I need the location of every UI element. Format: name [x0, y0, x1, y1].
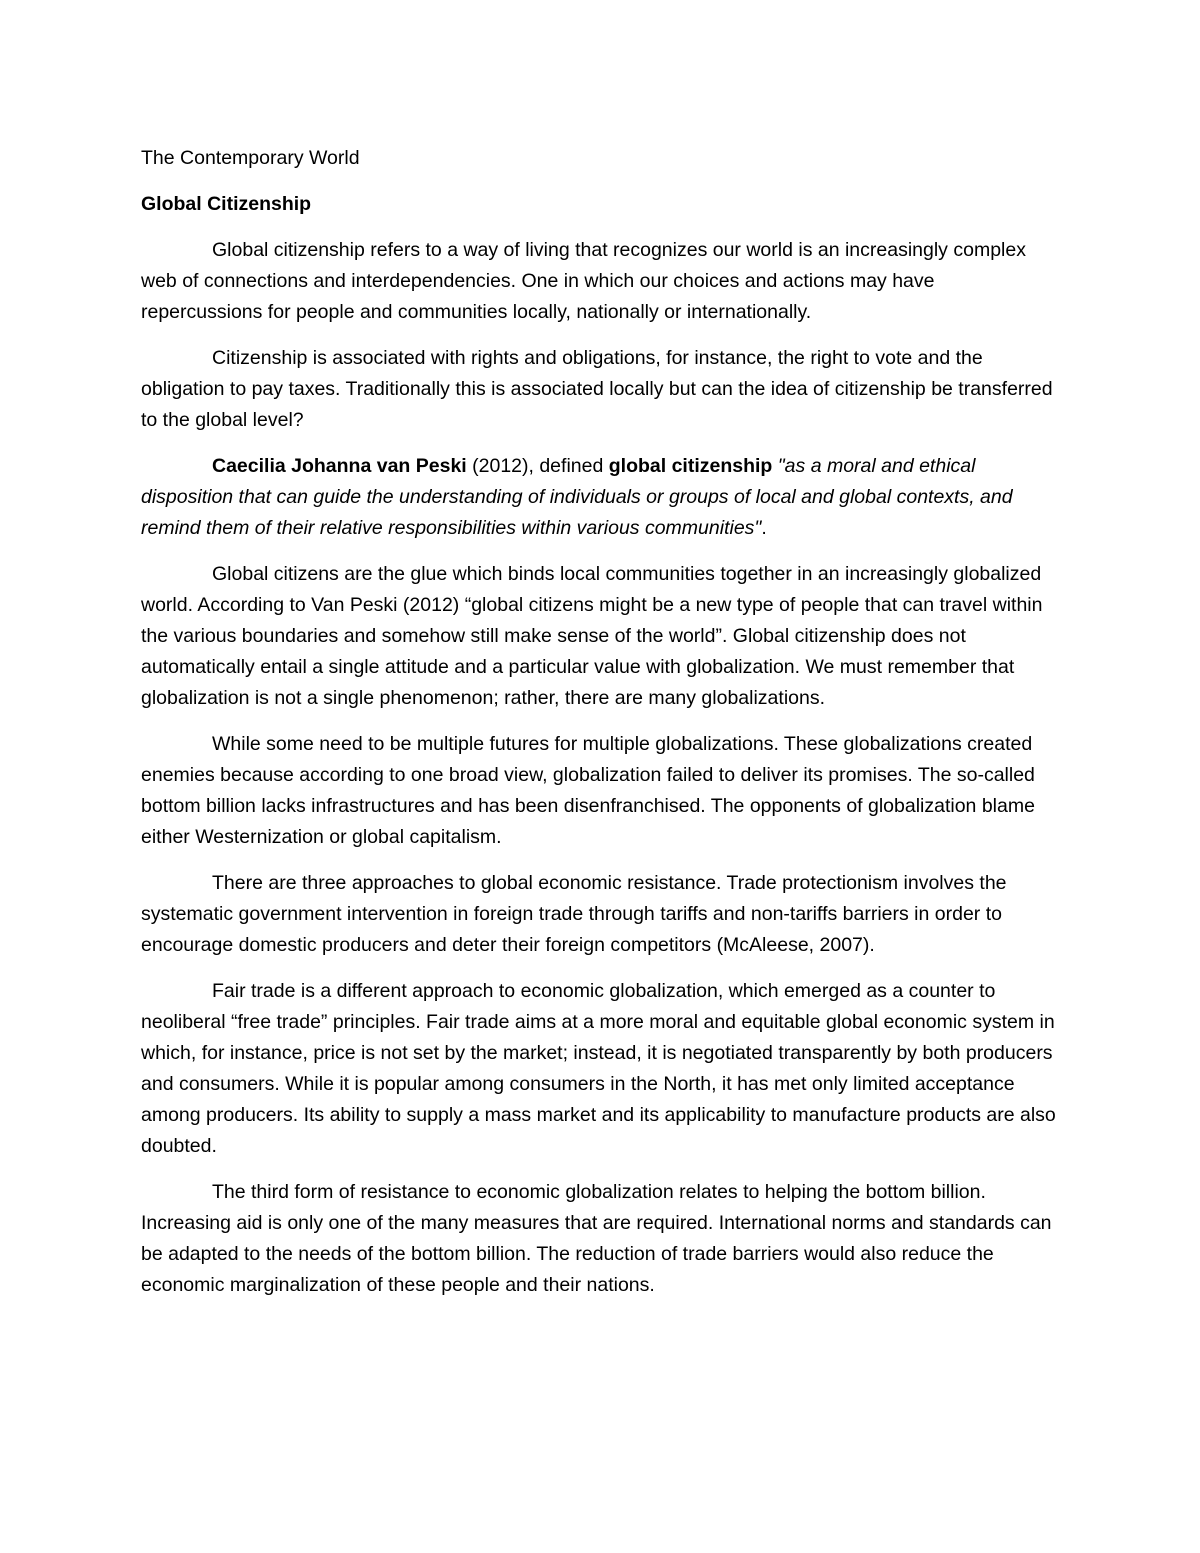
paragraph-5: While some need to be multiple futures for multiple globalizations. These globalizations created enemies because according to one broad view, globalization failed to deliver its promises. The so-called bottom billion lacks infrastructures and has been disenfranchised. The opponents of globalization blame either Westernization or global capitalism.	[141, 733, 1035, 848]
section-title: Global Citizenship	[141, 193, 312, 215]
course-title: The Contemporary World	[141, 147, 360, 169]
paragraph-4: Global citizens are the glue which binds local communities together in an increasingly globalized world. According to Van Peski (2012) “global citizens might be a new type of people that can travel within the various boundaries and somehow still make sense of the world”. Global citizenship does not automatically entail a single attitude and a particular value with globalization. We must remember that globalization is not a single phenomenon; rather, there are many globalizations.	[141, 563, 1043, 709]
paragraph-7: Fair trade is a different approach to economic globalization, which emerged as a counter to neoliberal “free trade” principles. Fair trade aims at a more moral and equitable global economic system in which, for instance, price is not set by the market; instead, it is negotiated transparently by both producers and consumers. While it is popular among consumers in the North, it has met only limited acceptance among producers. Its ability to supply a mass market and its applicability to manufacture products are also doubted.	[141, 980, 1056, 1157]
document-page	[141, 143, 1061, 1316]
definition-end: .	[761, 517, 767, 539]
year-defined-text: (2012), defined	[466, 455, 609, 477]
paragraph-3	[141, 451, 1061, 544]
paragraph-8: The third form of resistance to economic globalization relates to helping the bottom billion. Increasing aid is only one of the many measures that are required. International norms and standards can be adapted to the needs of the bottom billion. The reduction of trade barriers would also reduce the economic marginalization of these people and their nations.	[141, 1181, 1052, 1296]
paragraph-2: Citizenship is associated with rights and obligations, for instance, the right to vote and the obligation to pay taxes. Traditionally this is associated locally but can the idea of citizenship be transferred to the global level?	[141, 347, 1053, 431]
paragraph-6: There are three approaches to global economic resistance. Trade protectionism involves the systematic government intervention in foreign trade through tariffs and non-tariffs barriers in order to encourage domestic producers and deter their foreign competitors (McAleese, 2007).	[141, 872, 1007, 956]
author-name: Caecilia Johanna van Peski	[212, 455, 467, 477]
defined-term: global citizenship	[608, 455, 773, 477]
paragraph-1: Global citizenship refers to a way of living that recognizes our world is an increasingly complex web of connections and interdependencies. One in which our choices and actions may have repercussions for people and communities locally, nationally or internationally.	[141, 239, 1026, 323]
definition-quote: "as a moral and ethical disposition that can guide the understanding of individuals or groups of local and global contexts, and remind them of their relative responsibilities within various communities"	[141, 455, 1013, 539]
